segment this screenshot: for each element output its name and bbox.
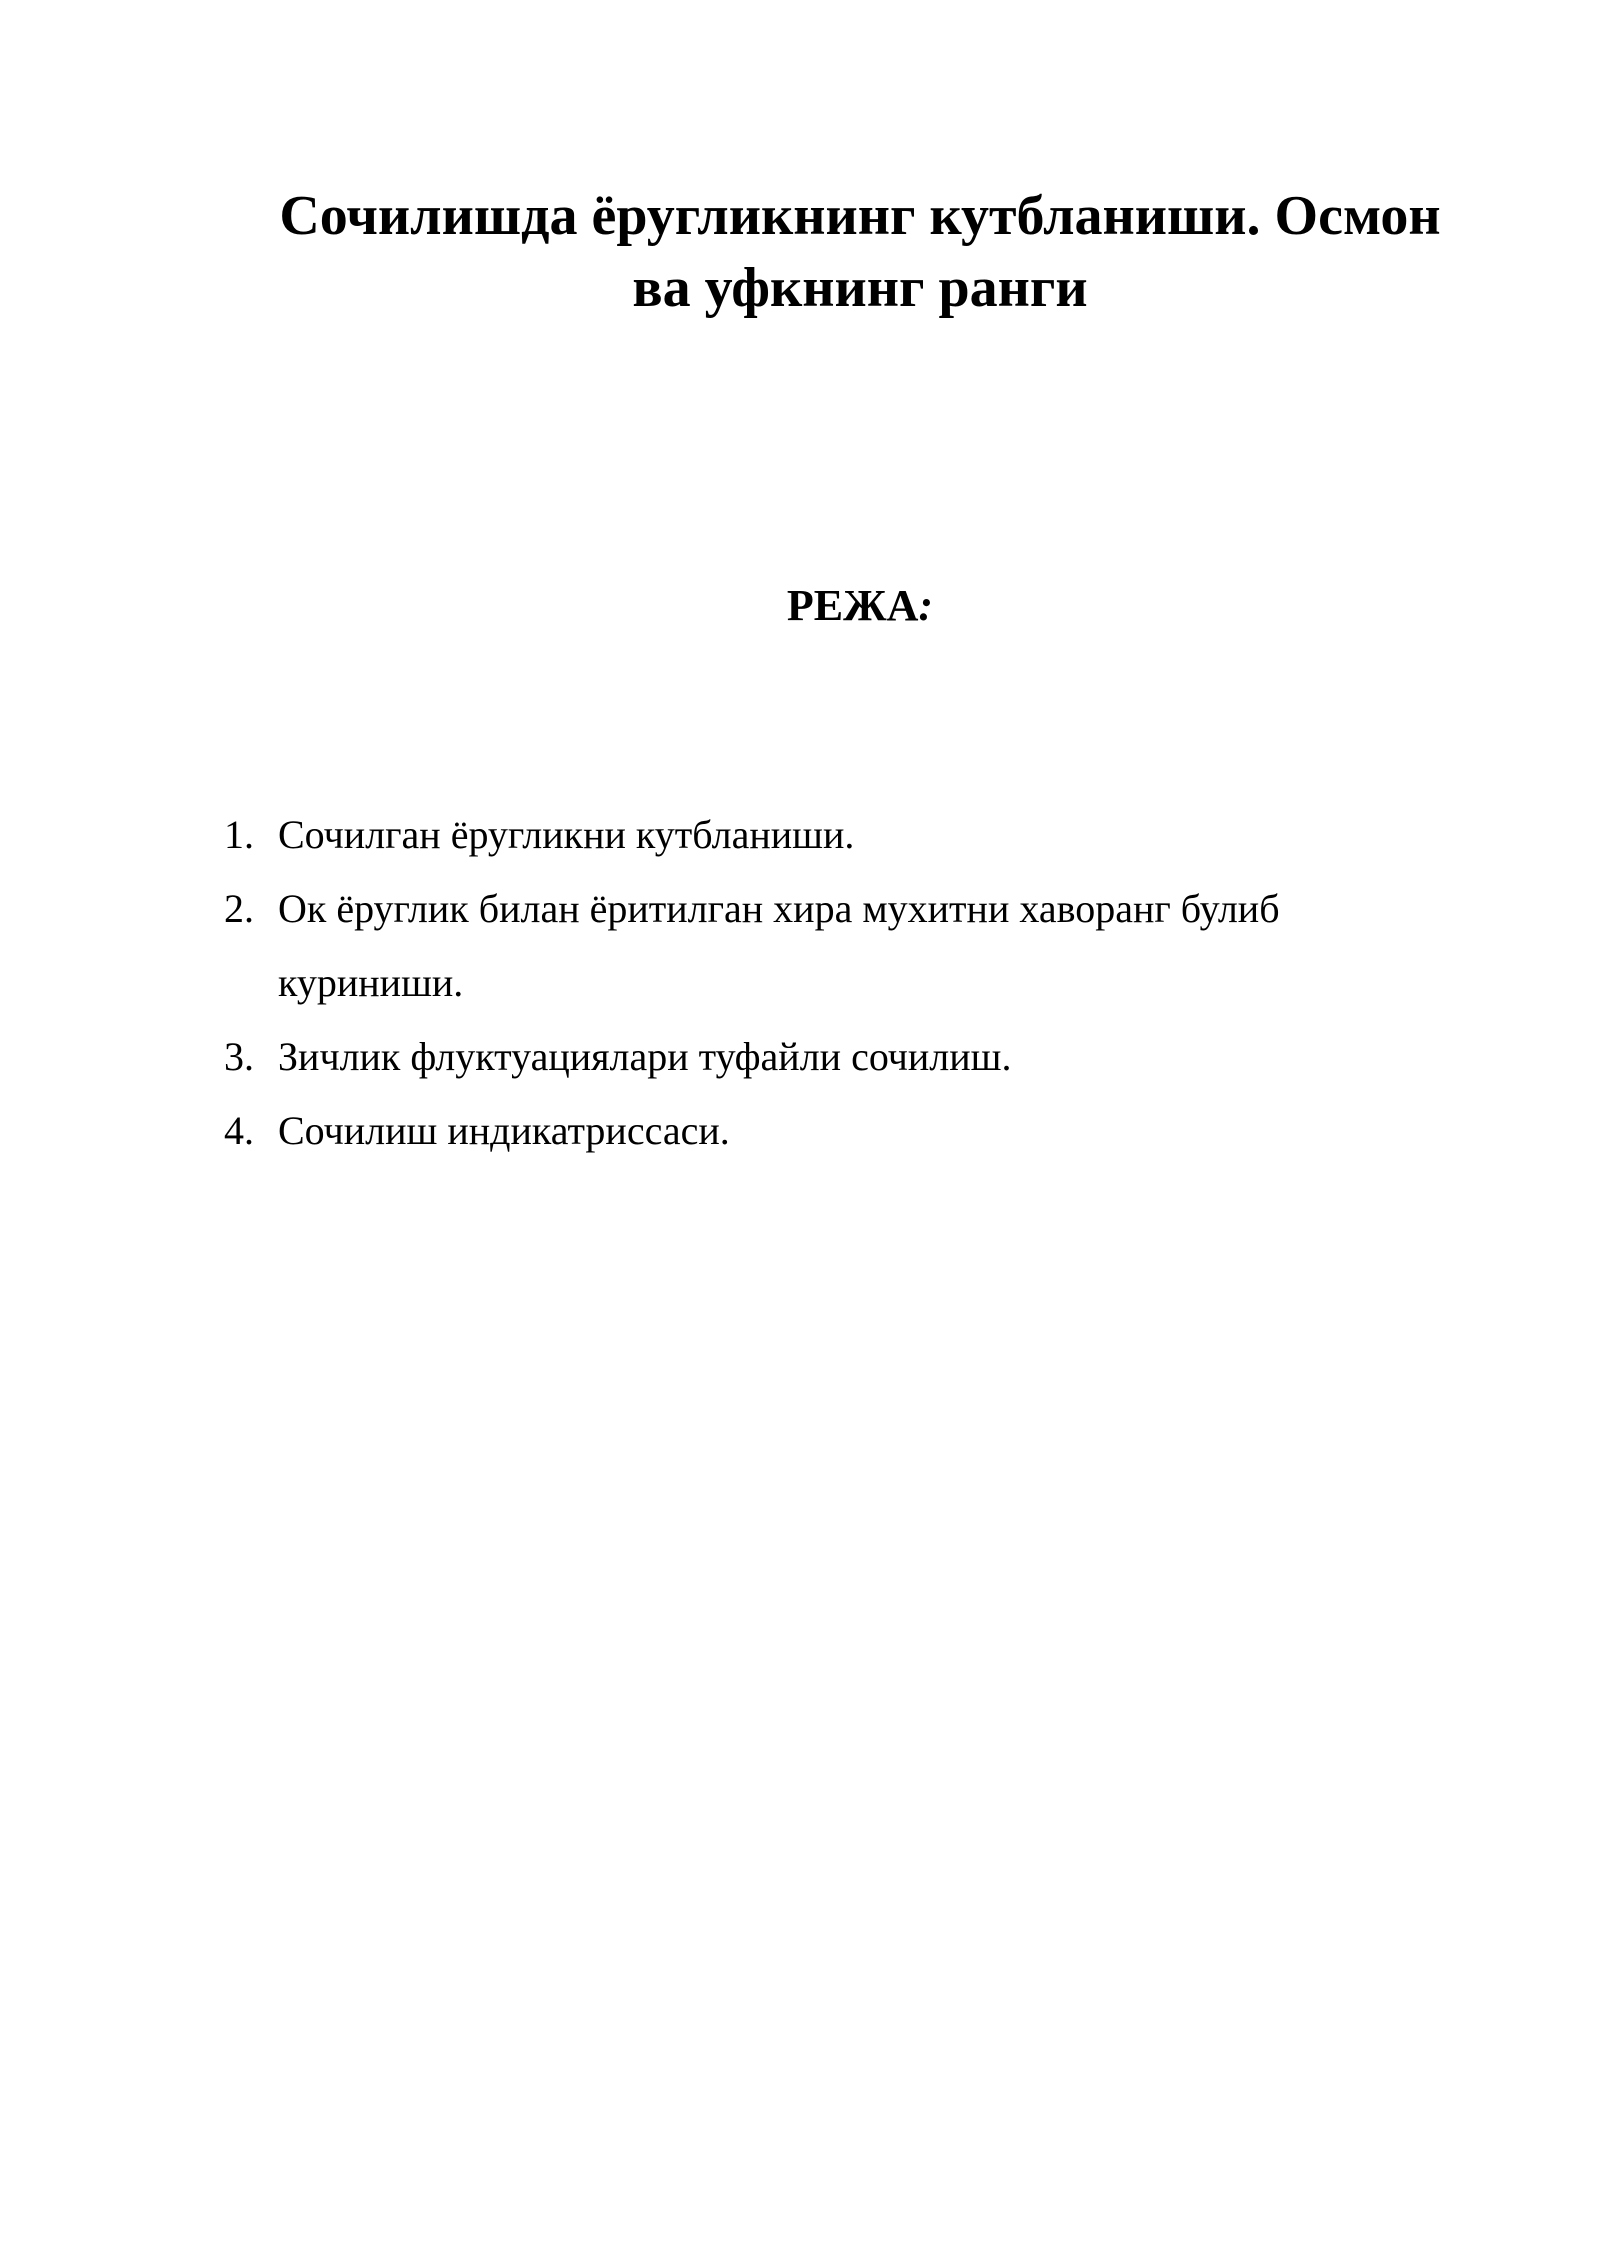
plan-item-1 <box>224 798 1424 872</box>
plan-heading-text: РЕЖА <box>786 581 919 630</box>
plan-list <box>224 798 1424 1168</box>
document-title <box>200 180 1520 324</box>
plan-item-number: 4. <box>224 1108 254 1153</box>
plan-item-text: Сочилган ёругликни кутбланиши. <box>278 812 855 857</box>
plan-heading <box>0 576 1600 636</box>
plan-item-text: Зичлик флуктуациялари туфайли сочилиш. <box>278 1034 1012 1079</box>
plan-item-number: 2. <box>224 886 254 931</box>
title-line-1: Сочилишда ёругликнинг кутбланиши. Осмон <box>279 185 1441 247</box>
plan-item-number: 3. <box>224 1034 254 1079</box>
plan-item-text: Ок ёруглик билан ёритилган хира мухитни хаворанг булиб куриниши. <box>278 886 1280 1005</box>
plan-item-4 <box>224 1094 1424 1168</box>
plan-item-3 <box>224 1020 1424 1094</box>
title-line-2: ва уфкнинг ранги <box>632 257 1088 319</box>
plan-item-2 <box>224 872 1424 1020</box>
plan-item-text: Сочилиш индикатриссаси. <box>278 1108 730 1153</box>
plan-heading-colon: : <box>918 581 934 630</box>
plan-item-number: 1. <box>224 812 254 857</box>
